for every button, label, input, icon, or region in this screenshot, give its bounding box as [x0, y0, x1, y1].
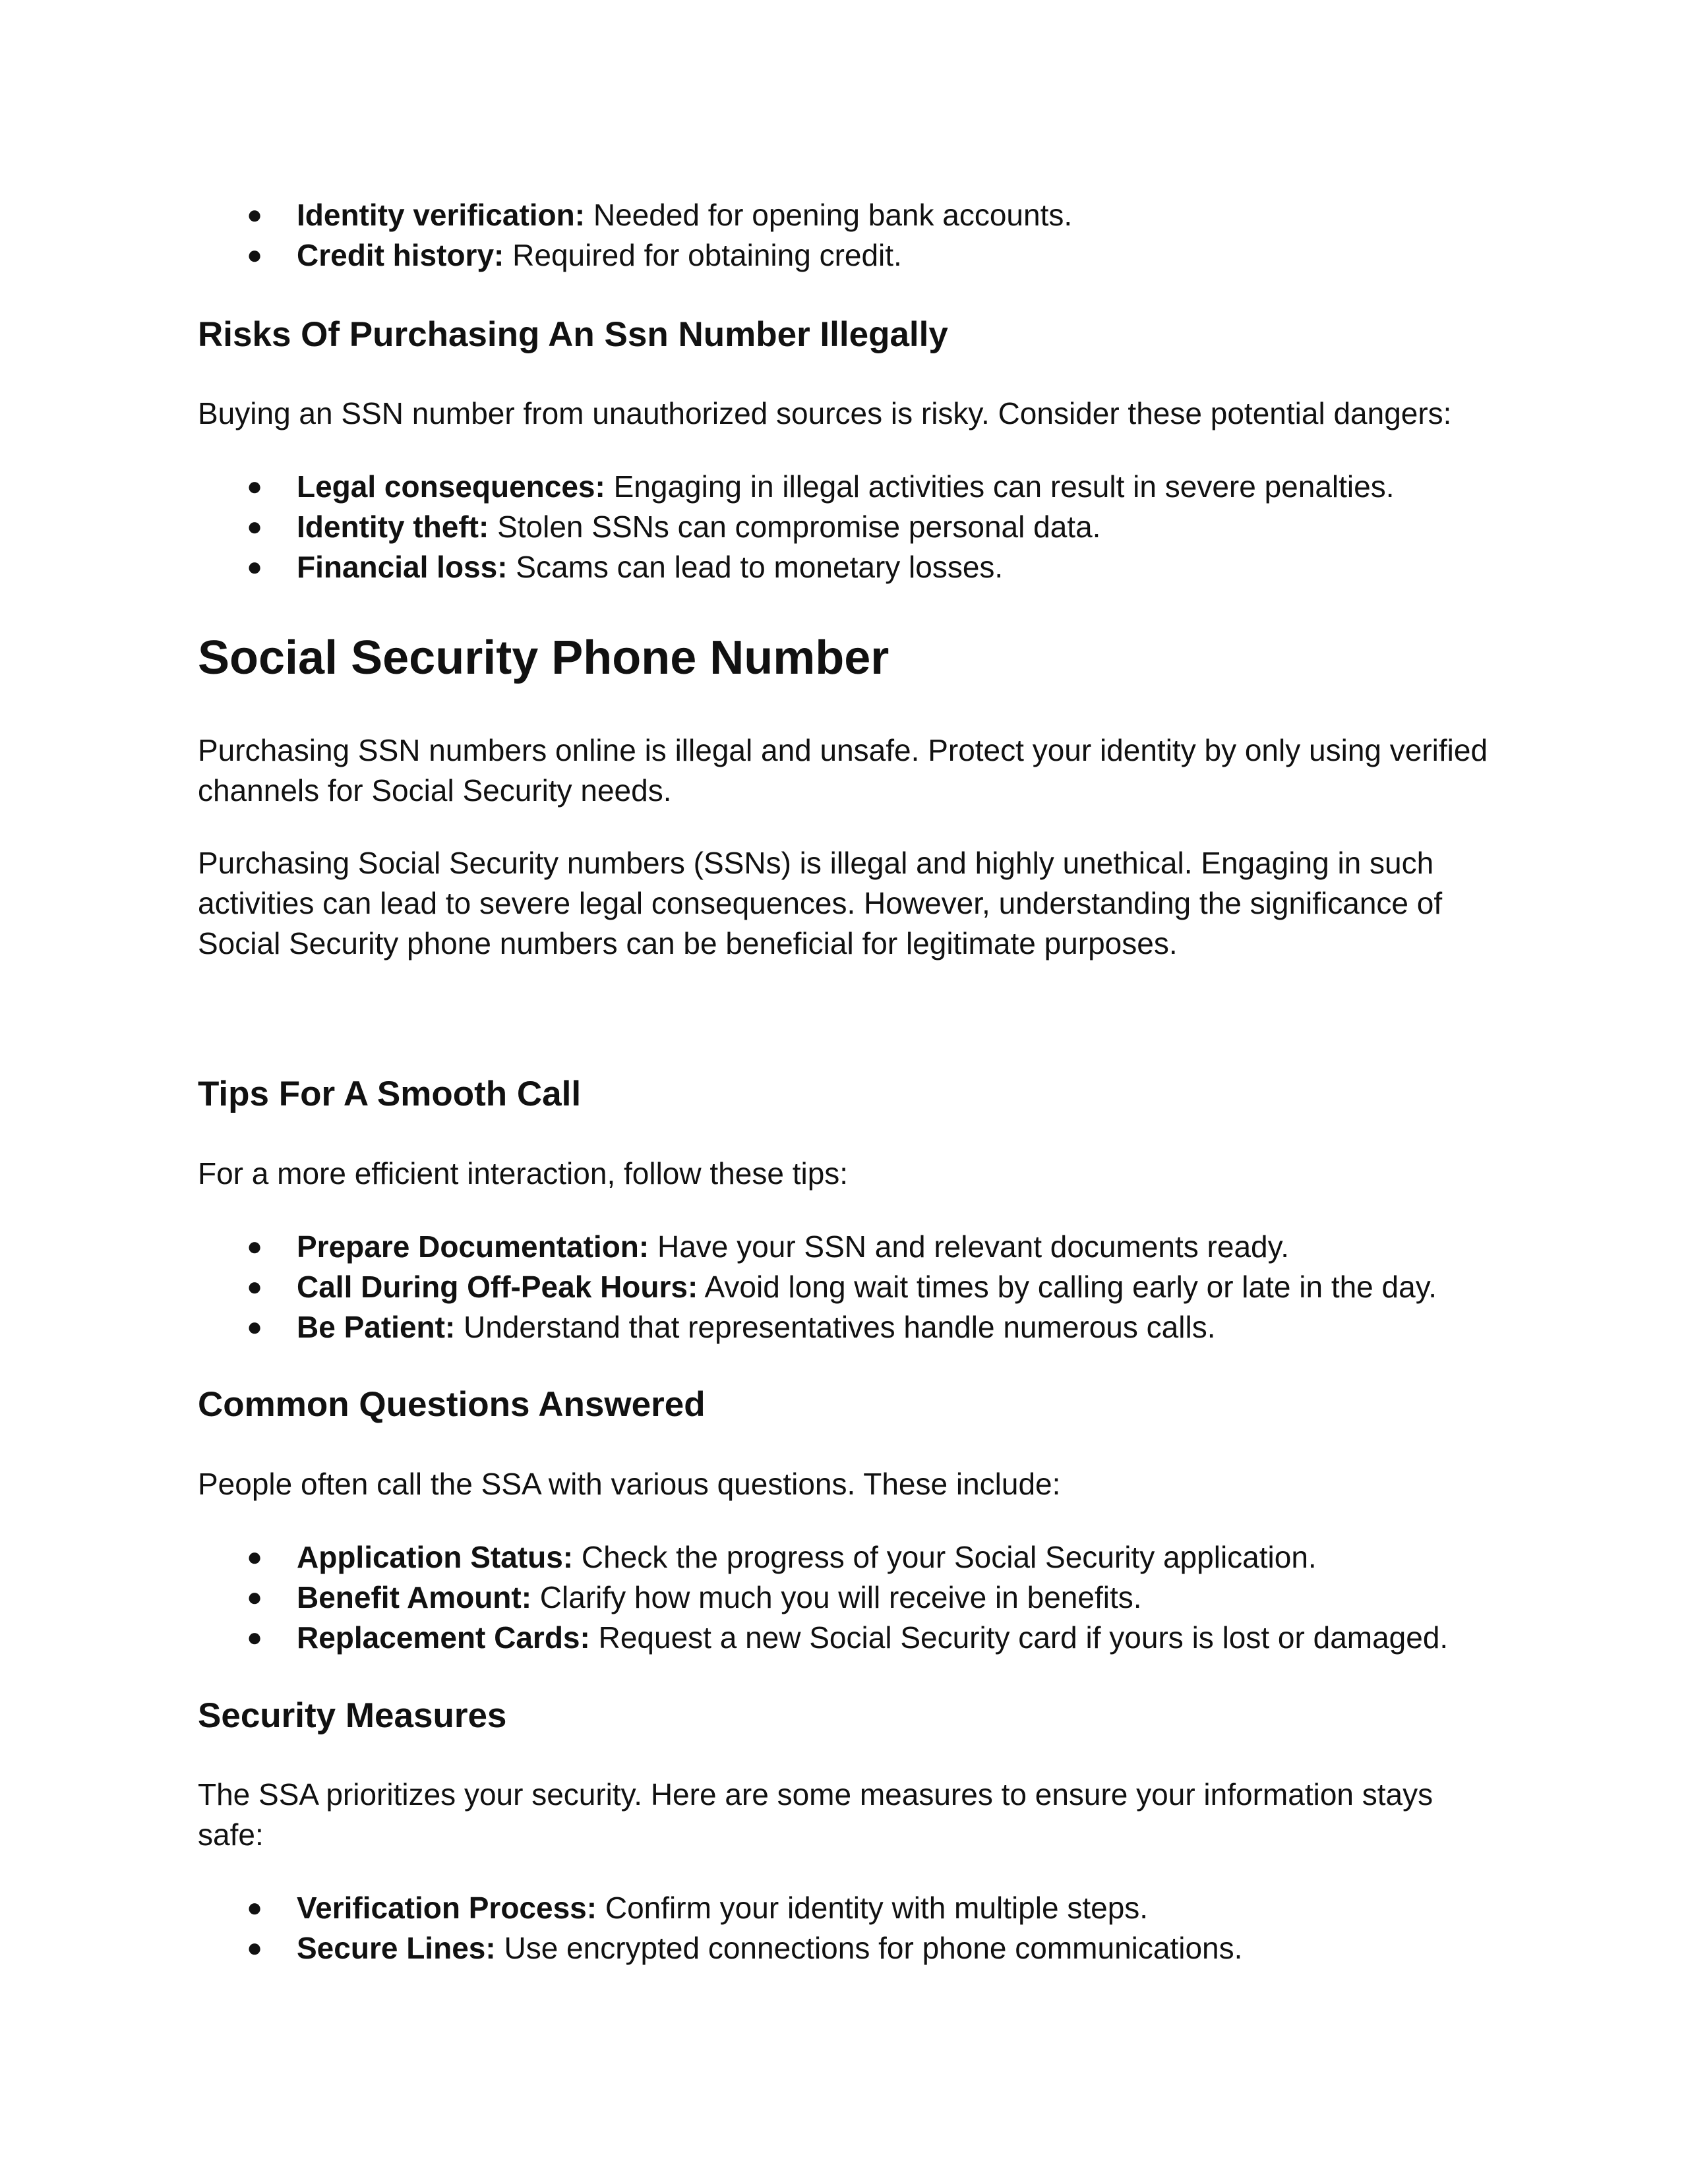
list-item-desc: Use encrypted connections for phone communications. [495, 1931, 1243, 1965]
bullet-icon: ● [247, 512, 263, 541]
list-item [198, 1227, 1490, 1267]
tips-intro-block [198, 1154, 1490, 1194]
bullet-icon: ● [247, 200, 263, 229]
bullet-icon: ● [247, 472, 263, 501]
list-item [198, 1578, 1490, 1618]
list-item-term: Benefit Amount: [297, 1580, 532, 1614]
security-list-block [198, 1888, 1490, 1968]
phone-heading-block [198, 630, 1490, 686]
phone-para2: Purchasing Social Security numbers (SSNs) is illegal and highly unethical. Engaging in such activities can lead to severe legal consequences. However, understanding the significance of Social Security phone numbers can be beneficial for legitimate purposes. [198, 846, 1443, 960]
list-item-desc: Confirm your identity with multiple steps. [597, 1891, 1149, 1925]
list-item [198, 1267, 1490, 1307]
tips-intro: For a more efficient interaction, follow these tips: [198, 1156, 849, 1191]
bullet-icon: ● [247, 241, 263, 270]
list-item [198, 547, 1490, 587]
questions-list-block [198, 1537, 1490, 1658]
questions-intro: People often call the SSA with various questions. These include: [198, 1467, 1061, 1501]
questions-intro-block [198, 1464, 1490, 1504]
top-bullet-list [198, 195, 1490, 276]
top-list-block [198, 195, 1490, 276]
bullet-icon: ● [247, 1543, 263, 1572]
tips-bullet-list [198, 1227, 1490, 1347]
risks-intro: Buying an SSN number from unauthorized sources is risky. Consider these potential dangers: [198, 396, 1452, 430]
list-item-desc: Avoid long wait times by calling early or late in the day. [698, 1270, 1437, 1304]
bullet-icon: ● [247, 1583, 263, 1612]
list-item [198, 1537, 1490, 1578]
security-heading: Security Measures [198, 1696, 507, 1735]
tips-list-block [198, 1227, 1490, 1347]
list-item-desc: Needed for opening bank accounts. [585, 198, 1073, 232]
phone-para1: Purchasing SSN numbers online is illegal and unsafe. Protect your identity by only using verified channels for Social Security needs. [198, 733, 1488, 808]
list-item-term: Identity verification: [297, 198, 586, 232]
security-intro: The SSA prioritizes your security. Here are some measures to ensure your information stays safe: [198, 1777, 1433, 1852]
list-item-term: Credit history: [297, 238, 504, 272]
list-item-term: Call During Off-Peak Hours: [297, 1270, 698, 1304]
risks-list-block [198, 467, 1490, 587]
security-bullet-list [198, 1888, 1490, 1968]
phone-para2-block [198, 843, 1490, 964]
tips-heading: Tips For A Smooth Call [198, 1075, 582, 1113]
list-item [198, 467, 1490, 507]
risks-heading-block [198, 314, 1490, 356]
bullet-icon: ● [247, 1623, 263, 1652]
list-item-term: Replacement Cards: [297, 1620, 590, 1655]
list-item [198, 1618, 1490, 1658]
list-item-term: Secure Lines: [297, 1931, 496, 1965]
list-item-desc: Stolen SSNs can compromise personal data. [489, 510, 1101, 544]
list-item-desc: Request a new Social Security card if yours is lost or damaged. [589, 1620, 1449, 1655]
list-item [198, 1307, 1490, 1347]
list-item-desc: Scams can lead to monetary losses. [507, 550, 1004, 584]
list-item-term: Financial loss: [297, 550, 508, 584]
risks-intro-block [198, 394, 1490, 434]
questions-heading: Common Questions Answered [198, 1385, 706, 1424]
list-item-term: Be Patient: [297, 1310, 456, 1344]
risks-heading: Risks Of Purchasing An Ssn Number Illegally [198, 315, 948, 354]
list-item-desc: Understand that representatives handle numerous calls. [455, 1310, 1216, 1344]
list-item-term: Identity theft: [297, 510, 489, 544]
bullet-icon: ● [247, 1933, 263, 1963]
list-item-term: Legal consequences: [297, 469, 605, 504]
security-heading-block [198, 1695, 1490, 1737]
bullet-icon: ● [247, 1313, 263, 1342]
list-item-term: Verification Process: [297, 1891, 597, 1925]
list-item [198, 235, 1490, 276]
list-item [198, 1928, 1490, 1968]
list-item-term: Prepare Documentation: [297, 1229, 649, 1264]
bullet-icon: ● [247, 1272, 263, 1301]
bullet-icon: ● [247, 1893, 263, 1922]
questions-bullet-list [198, 1537, 1490, 1658]
tips-heading-block [198, 1073, 1490, 1115]
phone-para1-block [198, 730, 1490, 811]
list-item [198, 507, 1490, 547]
list-item-desc: Clarify how much you will receive in benefits. [531, 1580, 1142, 1614]
list-item-desc: Required for obtaining credit. [504, 238, 902, 272]
list-item [198, 195, 1490, 235]
list-item-desc: Engaging in illegal activities can result in severe penalties. [605, 469, 1395, 504]
list-item-desc: Have your SSN and relevant documents ready. [649, 1229, 1289, 1264]
list-item-term: Application Status: [297, 1540, 574, 1574]
risks-bullet-list [198, 467, 1490, 587]
list-item [198, 1888, 1490, 1928]
security-intro-block [198, 1775, 1490, 1855]
list-item-desc: Check the progress of your Social Security application. [573, 1540, 1317, 1574]
bullet-icon: ● [247, 552, 263, 581]
bullet-icon: ● [247, 1232, 263, 1261]
questions-heading-block [198, 1384, 1490, 1426]
phone-heading: Social Security Phone Number [198, 632, 889, 684]
